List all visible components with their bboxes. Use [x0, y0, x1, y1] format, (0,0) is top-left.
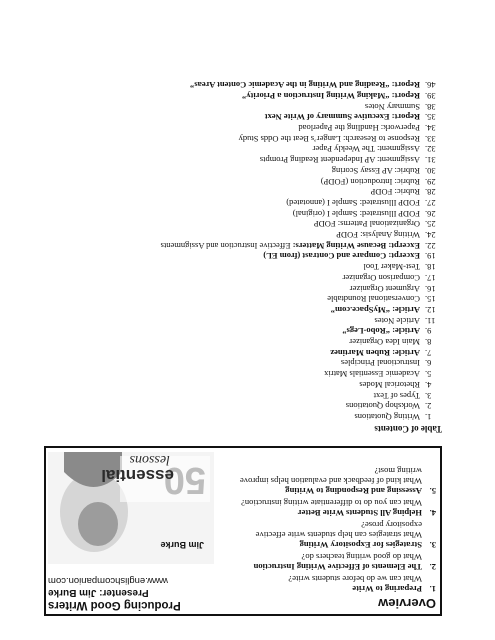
toc-item	[42, 112, 442, 123]
toc-item	[42, 294, 442, 305]
toc-item-number: 7.	[425, 347, 432, 358]
toc-item	[42, 347, 442, 358]
toc-item-number: 25.	[425, 219, 436, 230]
toc-item-number: 29.	[425, 176, 436, 187]
toc-item	[42, 304, 442, 315]
toc-item-number: 46.	[425, 80, 436, 91]
overview-item-heading: Preparing to Write	[352, 584, 422, 594]
toc-item-number: 17.	[425, 272, 436, 283]
toc-item	[42, 315, 442, 326]
toc-item-title: Report: “Making Writing Instruction a Priority”	[242, 90, 420, 101]
book-lessons: lessons	[129, 452, 170, 467]
toc-item	[42, 283, 442, 294]
toc-item-title: Assignment: AP Independent Reading Prompts	[259, 155, 420, 166]
toc-item-title: Argument Organizer	[349, 283, 420, 294]
overview-title: Overview	[378, 596, 436, 611]
overview-item-number: 3.	[429, 540, 436, 551]
toc-item	[42, 390, 442, 401]
toc-item	[42, 368, 442, 379]
toc-item	[42, 401, 442, 412]
toc-item-title: Workshop Quotations	[345, 401, 420, 412]
overview-item-question: What can we do before students write?	[288, 573, 422, 584]
toc-item-title: Paperwork: Handling the Paperload	[298, 123, 420, 134]
toc-item-title: Assignment: The Weekly Paper	[312, 144, 420, 155]
toc-item	[42, 208, 442, 219]
toc-item	[42, 144, 442, 155]
overview-item-body	[226, 497, 422, 518]
overview-item-body	[226, 519, 422, 550]
toc-item-title: Article Notes	[374, 315, 420, 326]
overview-item-heading: The Elements of Effective Writing Instruction	[253, 562, 422, 573]
toc-item	[42, 154, 442, 165]
overview-item	[226, 551, 436, 572]
toc-item-number: 18.	[425, 262, 436, 273]
toc-item-number: 5.	[425, 369, 432, 380]
toc-item-number: 8.	[425, 337, 432, 348]
toc-item-title: Rubric: AP Essay Scoring	[331, 165, 420, 176]
overview-list	[226, 465, 436, 594]
toc-item	[42, 358, 442, 369]
toc-item-number: 15.	[425, 294, 436, 305]
toc-item-title: Writing Analysis: FODP	[336, 230, 420, 241]
overview-item-heading: Assessing and Responding to Writing	[285, 486, 422, 497]
toc-item-title: Report: “Reading and Writing in the Academic Content Areas”	[190, 80, 420, 91]
toc-item-title: FODP Illustrated: Sample I (original)	[292, 208, 420, 219]
toc-item	[42, 187, 442, 198]
toc-item-number: 30.	[425, 165, 436, 176]
toc-item	[42, 261, 442, 272]
toc-item-number: 26.	[425, 208, 436, 219]
toc-item-title: Test-Maker Tool	[363, 262, 420, 273]
toc-item-title: Instructional Principles	[340, 358, 420, 369]
toc-item	[42, 80, 442, 91]
overview-item-heading: Helping All Students Write Better	[297, 508, 422, 519]
toc-item-title: Response to Research: Langer’s Beat the Odds Study	[238, 133, 420, 144]
overview-item-number: 4.	[429, 508, 436, 519]
toc-item-number: 9.	[425, 326, 432, 337]
toc-item	[42, 197, 442, 208]
toc-item	[42, 101, 442, 112]
toc-item-number: 16.	[425, 283, 436, 294]
toc-item	[42, 251, 442, 262]
book-number: 50	[163, 459, 206, 501]
toc-item-title: Organizational Patterns: FODP	[313, 219, 420, 230]
overview-item-number: 5.	[429, 486, 436, 497]
overview-item	[226, 573, 436, 594]
toc-item-number: 35.	[425, 112, 436, 123]
overview-item	[226, 519, 436, 550]
overview-section	[226, 464, 436, 611]
toc-item-title: Academic Essentials Matrix	[324, 369, 420, 380]
presenter-panel	[48, 575, 226, 611]
toc-item-title: Article: “Robo-Legs”	[342, 326, 420, 337]
toc-item-title: Excerpt: Compare and Contrast (from EL)	[263, 251, 420, 262]
toc-item-title: Main Idea Organizer	[349, 337, 420, 348]
overview-box	[44, 446, 442, 616]
toc-item	[42, 411, 442, 422]
overview-item-question: What kind of feedback and evaluation helps improve writing most?	[239, 465, 422, 486]
toc-item	[42, 90, 442, 101]
table-of-contents	[42, 80, 442, 435]
toc-item-number: 28.	[425, 187, 436, 198]
overview-item-question: What do good writing teachers do?	[301, 551, 422, 562]
toc-item-number: 24.	[425, 230, 436, 241]
toc-item-title: FODP Illustrated: Sample I (annotated)	[286, 197, 420, 208]
toc-item-number: 38.	[425, 101, 436, 112]
toc-item-number: 32.	[425, 144, 436, 155]
toc-item-number: 12.	[425, 304, 436, 315]
book-author: Jim Burke	[160, 540, 204, 550]
toc-item-title: Article: Ruben Martinez	[330, 347, 420, 358]
toc-item-number: 1.	[425, 412, 432, 422]
toc-item-number: 34.	[425, 123, 436, 134]
toc-item-number: 39.	[425, 90, 436, 101]
toc-item-number: 11.	[425, 315, 436, 326]
overview-item-body	[226, 551, 422, 572]
presenter-name: Presenter: Jim Burke	[48, 587, 149, 598]
toc-item	[42, 229, 442, 240]
toc-item-title: Rubric: FODP	[370, 187, 420, 198]
toc-item	[42, 336, 442, 347]
toc-item-title-lead: Excerpt: Because Writing Matters:	[292, 240, 420, 251]
toc-item	[42, 379, 442, 390]
toc-item-number: 27.	[425, 197, 436, 208]
overview-item-question: What can you do to differentiate writing instruction?	[241, 497, 422, 508]
toc-item	[42, 272, 442, 283]
toc-item	[42, 219, 442, 230]
toc-item-title: Article: “MySpace.com”	[330, 304, 420, 315]
toc-item-number: 6.	[425, 358, 432, 369]
toc-item-title: Report: Executive Summary of Write Next	[264, 112, 420, 123]
workshop-title: Producing Good Writers	[48, 599, 181, 611]
toc-item-number: 3.	[425, 390, 432, 401]
overview-item-number: 2.	[429, 562, 436, 573]
toc-item-number: 22.	[425, 240, 436, 251]
toc-list	[42, 80, 442, 423]
toc-item-number: 31.	[425, 155, 436, 166]
overview-item-question: What strategies can help students write effective expository prose?	[255, 519, 422, 540]
toc-item-title: Rhetorical Modes	[359, 379, 420, 390]
website-url: www.englishcompanion.com	[48, 575, 168, 586]
toc-item-title-rest: Effective Instruction and Assignments	[160, 240, 293, 251]
toc-item	[42, 133, 442, 144]
toc-item-title	[42, 240, 420, 251]
overview-item-body	[226, 573, 422, 594]
toc-item-number: 4.	[425, 379, 432, 390]
book-cover-image	[48, 452, 214, 564]
toc-item-number: 19.	[425, 251, 436, 262]
toc-item-title: Rubric: Introduction (FODP)	[320, 176, 420, 187]
toc-item	[42, 122, 442, 133]
overview-item-number: 1.	[429, 584, 436, 594]
toc-item-number: 2.	[425, 401, 432, 412]
toc-item-number: 33.	[425, 133, 436, 144]
overview-item	[226, 465, 436, 496]
toc-title: Table of Contents	[374, 424, 442, 434]
toc-item-title: Writing Quotations	[354, 412, 420, 422]
overview-item-body	[226, 465, 422, 496]
overview-item-heading: Strategies for Expository Writing	[299, 540, 422, 551]
overview-item	[226, 497, 436, 518]
toc-item-title: Summary Notes	[364, 101, 420, 112]
toc-item	[42, 165, 442, 176]
toc-item	[42, 176, 442, 187]
toc-item-title: Conversational Roundtable	[327, 294, 420, 305]
toc-item-title: Comparison Organizer	[342, 272, 420, 283]
toc-item	[42, 326, 442, 337]
book-essential: essential	[101, 466, 174, 485]
toc-item-title: Types of Text	[373, 390, 420, 401]
toc-item	[42, 240, 442, 251]
